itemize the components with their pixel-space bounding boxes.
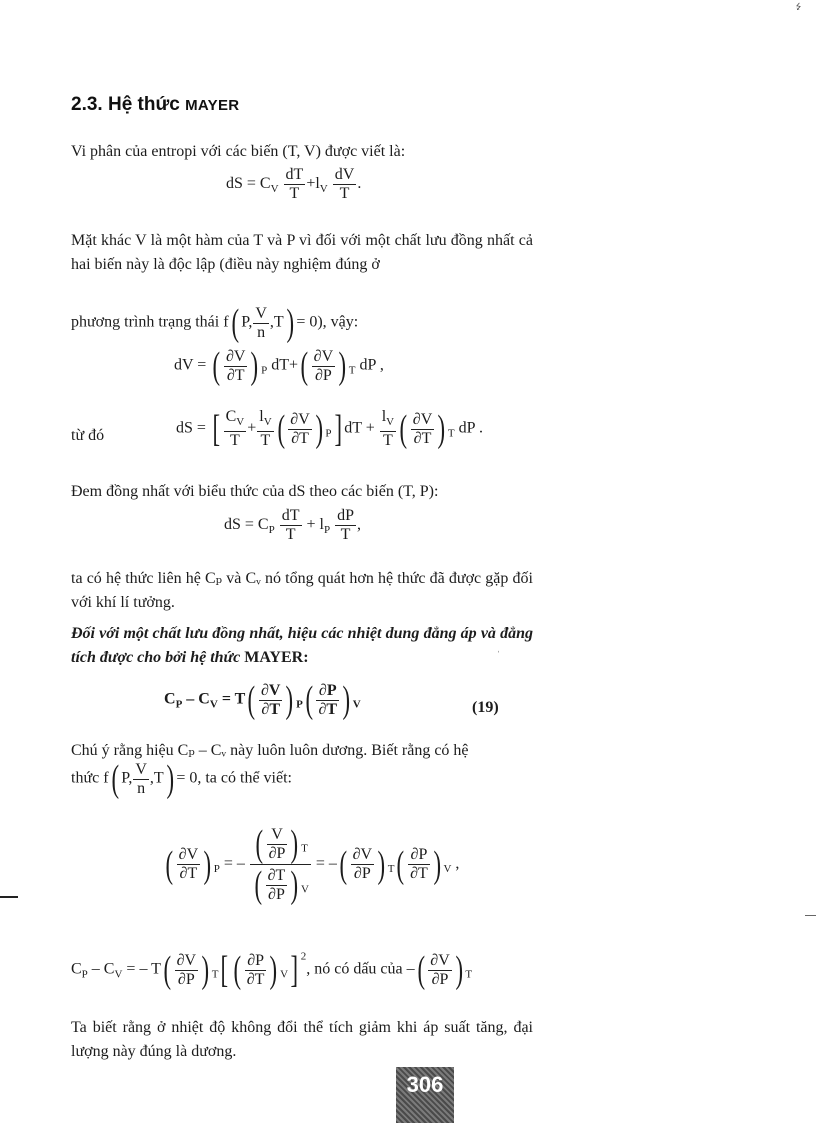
paragraph-mayer-statement bbox=[71, 622, 533, 670]
paragraph-entropy-intro: Vi phân của entropi với các biến (T, V) được viết là: bbox=[71, 143, 406, 160]
equation-cyclic-relation: ( $\frac{\partial V}{\partial T}$ ) $_P$ = – ( $\frac{V}{\partial P}$ ) $_T$ ( $\frac{\partial T}{\partial P}$ ) $_V$ = –( $\frac{\partial V}{\partial P}$ ) $_T$( $\frac{\partial P}{\partial T}$ ) $_V$ , bbox=[165, 823, 460, 906]
paragraph-state-relation: thức f( P, $\frac{V}{n}$ ,T) = 0, ta có thể viết: bbox=[71, 758, 292, 800]
equation-ds-tp: dS = $C_P$ $\frac{dT}{T}$ + $l_P$ $\frac{dP}{T}$ , bbox=[224, 507, 361, 543]
mayer-statement-text: Đối với một chất lưu đồng nhất, hiệu các nhiệt dung đẳng áp và đẳng tích được cho bởi hệ thức bbox=[71, 625, 533, 666]
page-number: 306 bbox=[396, 1067, 454, 1123]
label-tu-do: từ đó bbox=[71, 427, 105, 444]
equation-mayer: $C_P - C_V = T$( $\frac{\partial V}{\partial T}$ ) $_P$( $\frac{\partial P}{\partial T}$ ) $_V$ bbox=[164, 679, 361, 721]
equation-dv: dV = ( $\frac{\partial V}{\partial T}$ ) $_P$ dT+( $\frac{\partial V}{\partial P}$ ) $_T$ dP , bbox=[174, 345, 384, 387]
paragraph-conclusion: Ta biết rằng ở nhiệt độ không đổi thể tích giảm khi áp suất tăng, đại lượng này đúng là dương. bbox=[71, 1019, 533, 1060]
sign-analysis-text: , nó có dấu của bbox=[306, 960, 403, 978]
tick-mark: ˈ bbox=[497, 650, 501, 661]
right-margin-mark bbox=[805, 915, 816, 916]
paragraph-state-equation: phương trình trạng thái f( P, $\frac{V}{n}$ ,T) = 0), vậy: bbox=[71, 302, 359, 344]
paragraph-positive-note: Chú ý rằng hiệu Cₚ – Cᵥ này luôn luôn dương. Biết rằng có hệ bbox=[71, 742, 469, 759]
section-heading bbox=[71, 94, 239, 116]
state-relation-text-before: thức bbox=[71, 769, 100, 787]
corner-scan-mark: ↯ bbox=[791, 0, 805, 15]
paragraph-v-function: Mặt khác V là một hàm của T và P vì đối với một chất lưu đồng nhất cả hai biến này là độc lập (điều này nghiệm đúng ở bbox=[71, 232, 533, 273]
section-title: Hệ thức bbox=[107, 94, 180, 115]
mayer-name: MAYER: bbox=[244, 649, 309, 666]
paragraph-identify: Đem đồng nhất với biểu thức của dS theo các biến (T, P): bbox=[71, 483, 439, 500]
state-relation-text-after: = 0, ta có thể viết: bbox=[176, 769, 292, 787]
state-equation-text-before: phương trình trạng thái bbox=[71, 313, 220, 331]
left-margin-mark bbox=[0, 896, 18, 898]
equation-sign-analysis: $C_P - C_V$ = – T( $\frac{\partial V}{\partial P}$ ) $_T$[ ( $\frac{\partial P}{\partial T}$ ) $_V$] $^2$, nó có dấu của –( $\frac{\partial V}{\partial P}$ ) $_T$ bbox=[71, 949, 473, 991]
section-number: 2.3. bbox=[71, 94, 103, 115]
equation-ds-substituted: dS = [ $\frac{C_V}{T}$ + $\frac{l_V}{T}$ ( $\frac{\partial V}{\partial T}$ ) $_P$] dT + $\frac{l_V}{T}$ ( $\frac{\partial V}{\partial T}$ ) $_T$ dP . bbox=[176, 408, 483, 450]
paragraph-relation: ta có hệ thức liên hệ Cₚ và Cᵥ nó tổng quát hơn hệ thức đã được gặp đối với khí lí tưởng. bbox=[71, 570, 533, 611]
section-title-name: MAYER bbox=[185, 97, 240, 114]
state-equation-text-after: = 0), vậy: bbox=[296, 313, 359, 331]
equation-ds-tv: dS = $C_V$ $\frac{dT}{T}$ $+l_V$ $\frac{dV}{T}$ . bbox=[226, 166, 362, 202]
equation-number: (19) bbox=[472, 699, 499, 716]
